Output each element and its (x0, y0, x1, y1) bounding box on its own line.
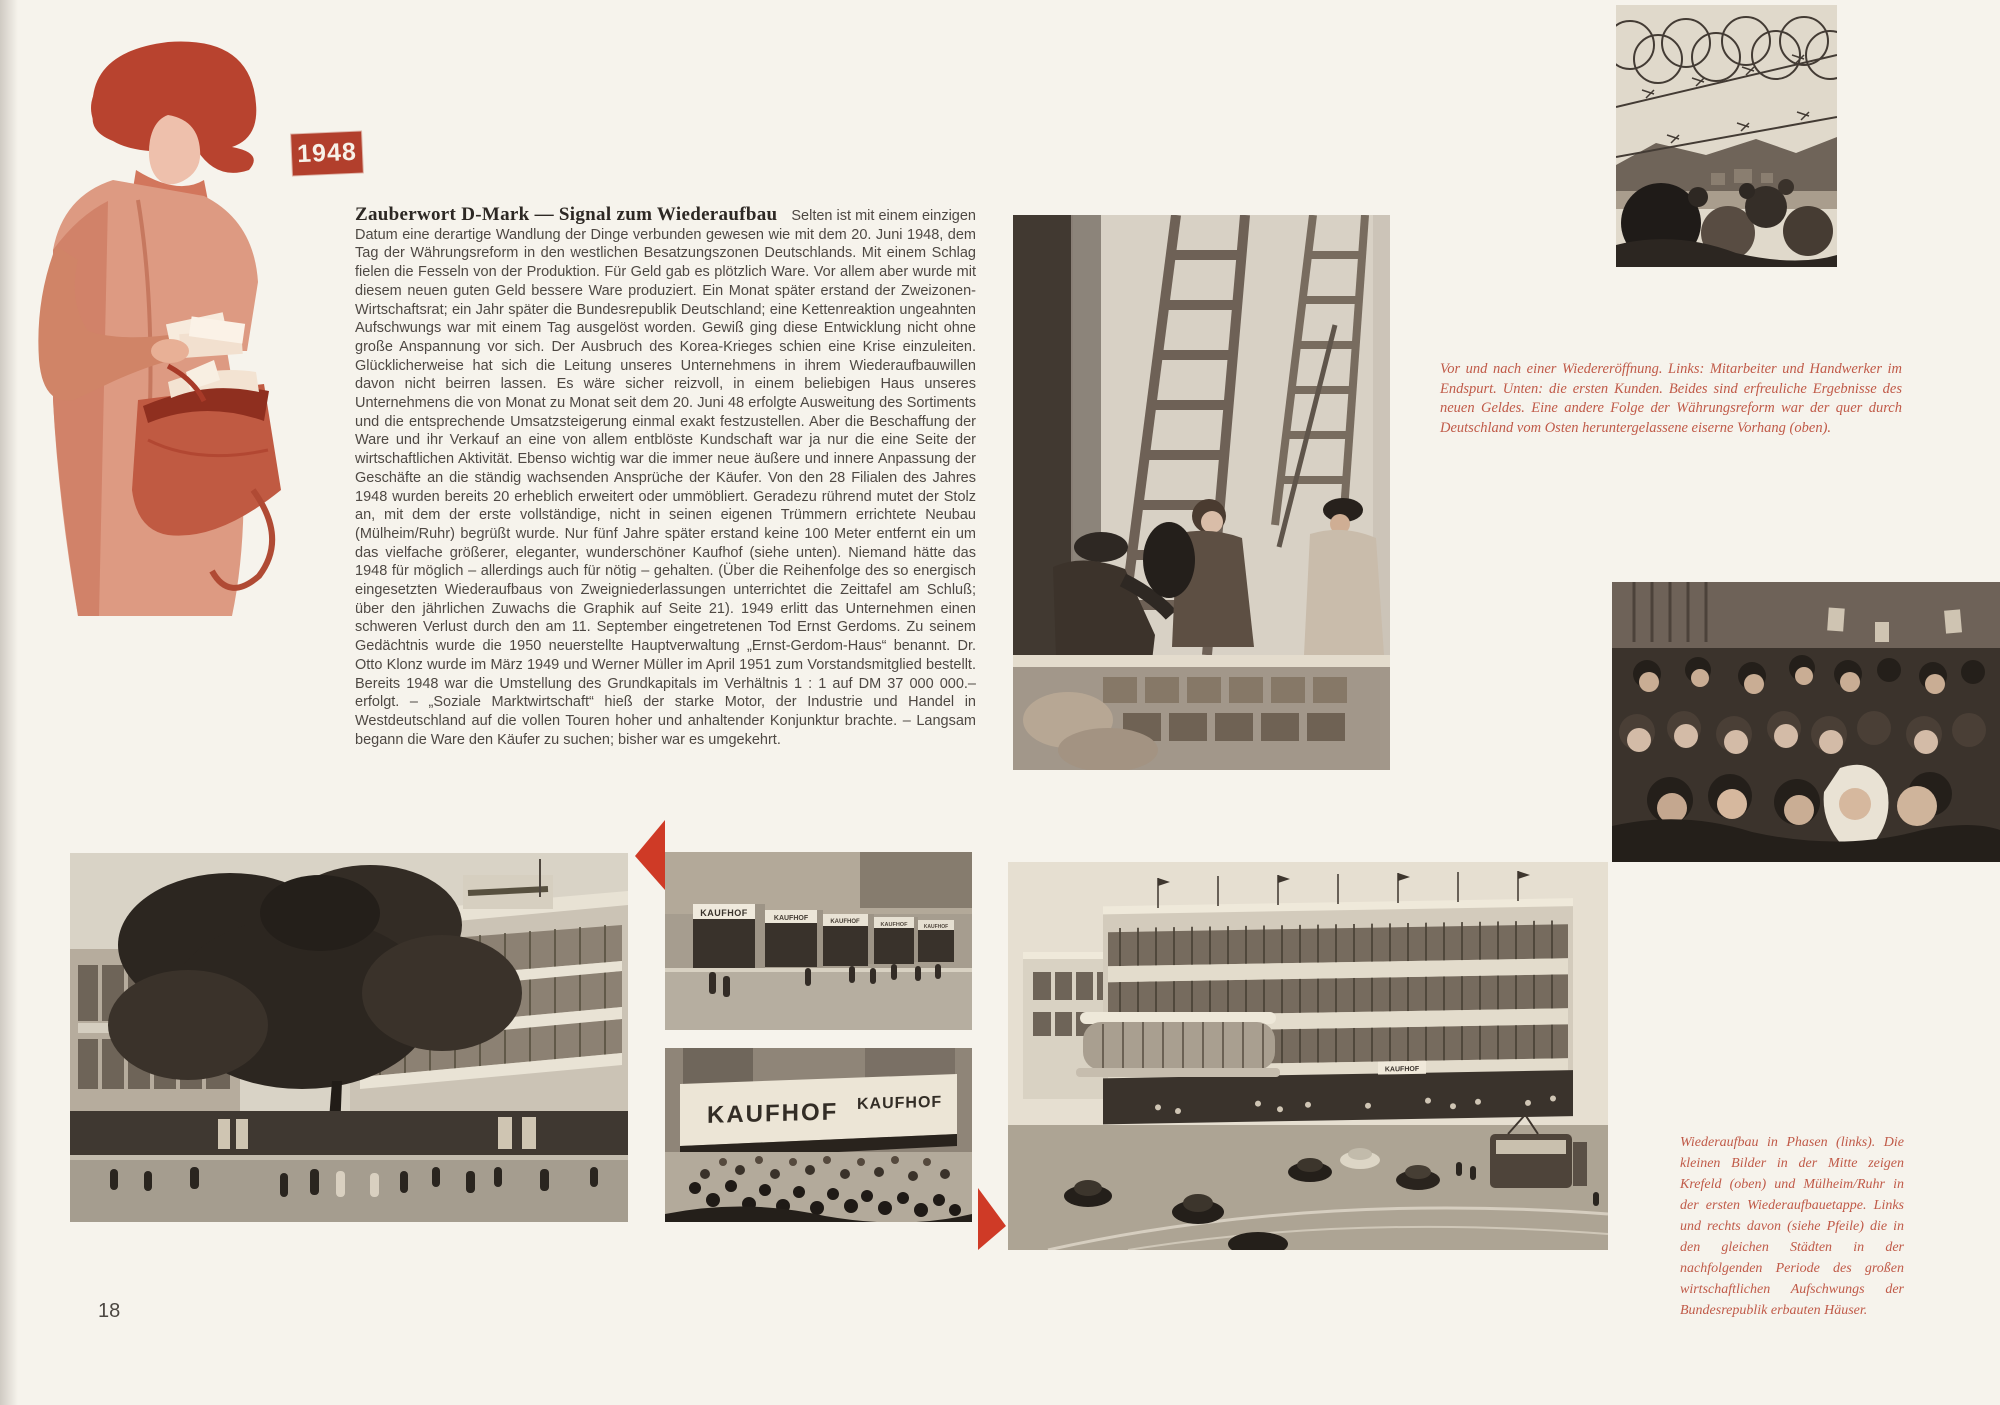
kaufhof-large-letters-right: KAUFHOF (857, 1093, 943, 1113)
main-facade (1103, 898, 1573, 1124)
red-arrow-right (976, 1186, 1008, 1254)
kaufhof-sign-text: KAUFHOF (923, 924, 949, 930)
red-arrow-left (632, 818, 668, 894)
kaufhof-sign-text: KAUFHOF (773, 915, 809, 922)
corner-glass-canopy (1076, 1012, 1280, 1077)
first-customers-crowd-photo (1612, 582, 2000, 862)
article-paragraph (355, 206, 976, 774)
year-badge-1948 (291, 131, 363, 175)
rebuilt-store-street-photo (70, 853, 628, 1222)
street-scene (1008, 1116, 1608, 1250)
page-gutter-shadow (0, 0, 18, 1405)
kaufhof-entrance-sign: KAUFHOF (1384, 1065, 1420, 1074)
shop-refit-ladder-photo (1013, 215, 1390, 770)
kaufhof-sign-text: KAUFHOF (700, 908, 748, 918)
woman-figure (38, 42, 281, 616)
page-number: 18 (98, 1300, 121, 1322)
year-badge-label: 1948 (296, 137, 358, 169)
kaufhof-sign-text: KAUFHOF (830, 919, 860, 925)
article-heading: Zauberwort D-Mark — Signal zum Wiederaufbau (355, 206, 778, 225)
kaufhof-sign-text: KAUFHOF (880, 922, 908, 928)
woman-counting-money-illustration (18, 20, 290, 620)
muelheim-kaufhof-crowd-photo (665, 1048, 972, 1222)
krefeld-storefront-photo (665, 852, 972, 1030)
kaufhof-large-letters-left: KAUFHOF (707, 1098, 839, 1129)
caption-top-right: Vor und nach einer Wiedereröffnung. Links: Mitarbeiter und Handwerker im Endspurt. Unten: die ersten Kunden. Beides sind erfreuliche Ergebnisse des neuen Geldes. Eine andere Folge der Währungsreform war der quer durch Deutschland vom Osten heruntergelassene eiserne Vorhang (oben). (1440, 361, 1902, 436)
new-kaufhof-building-photo (1008, 862, 1608, 1250)
iron-curtain-barbed-wire-photo (1616, 5, 1837, 267)
goods-counter (1013, 655, 1390, 770)
caption-bottom-right: Wiederaufbau in Phasen (links). Die kleinen Bilder in der Mitte zeigen Krefeld (oben) und Mülheim/Ruhr in der ersten Wiederaufbauetappe. Links und rechts davon (siehe Pfeile) die in den gleichen Städten in der nachfolgenden Periode des großen wirtschaftlichen Aufschwungs der Bundesrepublik erbauten Häuser. (1680, 1135, 1904, 1318)
article-body-text: Selten ist mit einem einzigen Datum eine derartige Wandlung der Dinge verbunden gewesen wie mit dem 20. Juni 1948, dem Tag der Währungsreform in den westlichen Besatzungszonen Deutschlands. Mit einem Schlag fielen die Fesseln von der Produktion. Für Geld gab es plötzlich Ware. Vor allem aber wurde mit diesem neuen guten Geld bessere Ware produziert. Ein Monat später erstand der Zweizonen-Wirtschaftsrat; ein Jahr später die Bundesrepublik Deutschland; eine Kettenreaktion ungeahnten Aufschwungs war mit einem Tag ausgelöst worden. Gewiß ging diese Entwicklung nicht ohne große Anspannung vor sich. Der Ausbruch des Korea-Krieges schien eine Krise einzuleiten. Glücklicherweise hat sich die Leitung unseres Unternehmens in ihrem Wiederaufbauwillen davon nicht beirren lassen. Es wäre sicher reizvoll, in einem beliebigen Haus unseres Unternehmens die von Monat zu Monat seit dem 20. Juni 48 erfolgte Ausweitung des Sortiments und die entsprechende Umsatzsteigerung einmal exakt festzustellen. Aber die Beschaffung der Ware und ihr Verkauf an eine von allem entblöste Kundschaft war ja nur die eine Seite der wirtschaftlichen Aktivität. Ebenso wichtig war die immer neue äußere und innere Anpassung der Geschäfte an die ständig wachsenden Ansprüche der Käufer. Von den 28 Filialen des Jahres 1948 wurden bereits 20 erheblich erweitert oder ummöbliert. Geradezu rührend mutet der Stolz an, mit dem der erste vollständige, nicht in seinen eigenen Trümmern errichtete Neubau (Mülheim/Ruhr) begrüßt wurde. Nur fünf Jahre später erstand keine 100 Meter entfernt ein um das vielfache größerer, eleganter, wunderschöner Kaufhof (siehe unten). Niemand hätte das 1948 für möglich – allerdings auch für nötig – gehalten. (Über die Reihenfolge des so energisch eingesetzten Wiederaufbaus von Zweigniederlassungen unterrichtet die Zeittafel am Schluß; über den jährlichen Zuwachs die Graphik auf Seite 21). 1949 erlitt das Unternehmen einen schweren Verlust durch den am 11. September eingetretenen Tod Ernst Gerdoms. Zu seinem Gedächtnis wurde die 1950 neuerstellte Hauptverwaltung „Ernst-Gerdom-Haus“ benannt. Dr. Otto Klonz wurde im März 1949 und Werner Müller im April 1951 zum Vorstandsmitglied bestellt. Bereits 1948 war die Umstellung des Grundkapitals im Verhältnis 1 : 1 auf DM 37 000 000.– erfolgt. – „Soziale Marktwirtschaft“ hieß der starke Motor, der Industrie und Handel in Westdeutschland auf die vollen Touren hoher und anhaltender Konjunktur brachte. – Langsam begann die Ware den Käufer zu suchen; bisher war es umgekehrt. (355, 208, 976, 748)
